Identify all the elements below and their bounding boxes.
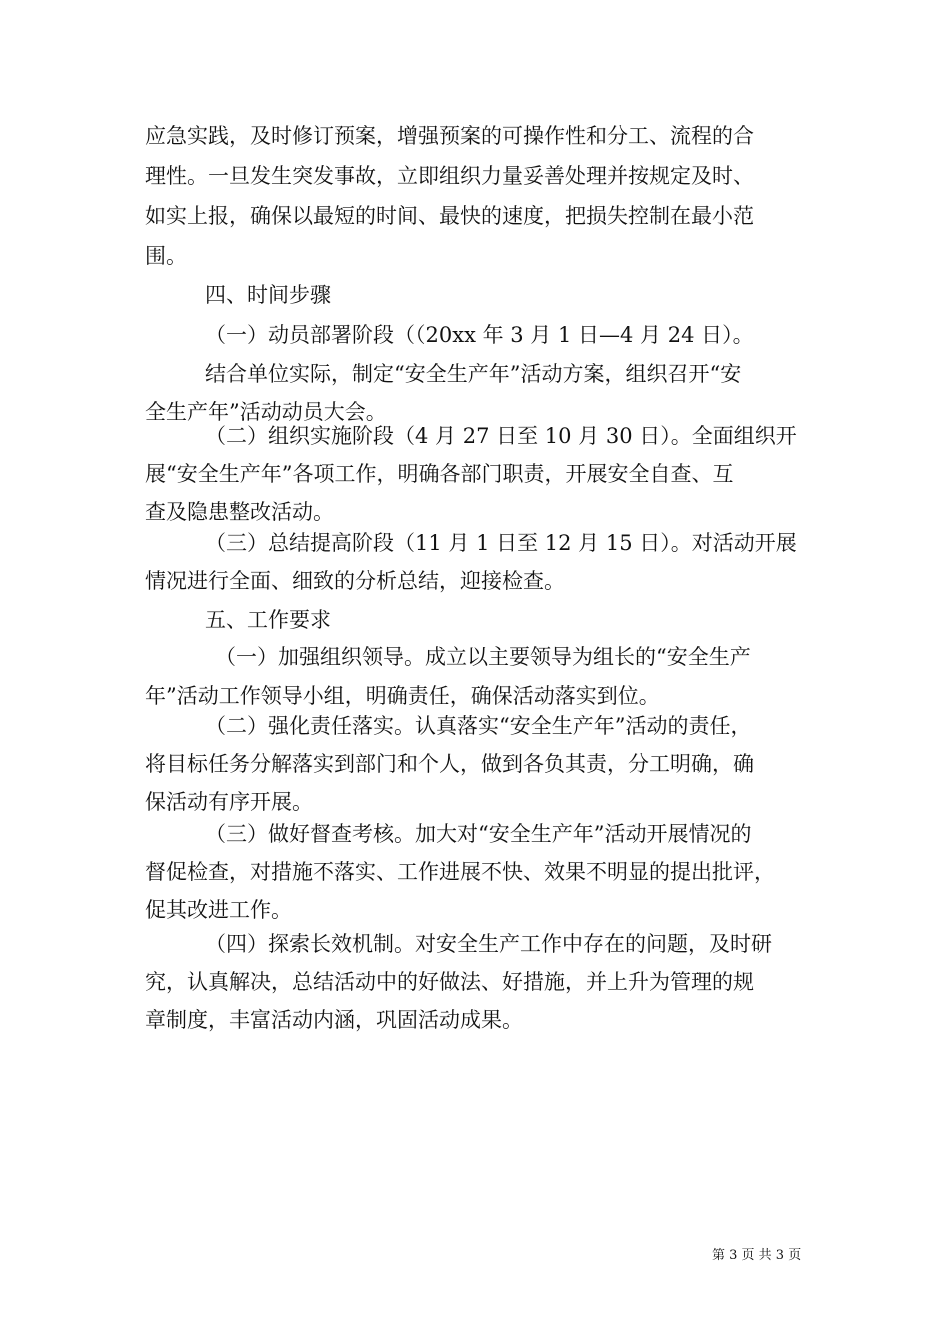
text-line: 保活动有序开展。: [145, 790, 313, 814]
text-line: 展“安全生产年”各项工作，明确各部门职责，开展安全自查、互: [145, 462, 734, 486]
text-line: 年”活动工作领导小组，明确责任，确保活动落实到位。: [145, 684, 660, 708]
text-line: 情况进行全面、细致的分析总结，迎接检查。: [145, 569, 565, 593]
text-line: 全生产年”活动动员大会。: [145, 400, 387, 424]
text-line: 结合单位实际，制定“安全生产年”活动方案，组织召开“安: [205, 362, 742, 386]
page-number: 第 3 页 共 3 页: [712, 1248, 802, 1263]
text-line: （一）加强组织领导。成立以主要领导为组长的“安全生产: [215, 645, 751, 669]
text-line: 促其改进工作。: [145, 898, 292, 922]
section-heading: 五、工作要求: [205, 608, 331, 632]
text-line: （三）总结提高阶段（11 月 1 日至 12 月 15 日）。对活动开展: [205, 531, 797, 555]
text-line: 围。: [145, 244, 187, 268]
text-line: 将目标任务分解落实到部门和个人，做到各负其责，分工明确，确: [145, 752, 754, 776]
text-line: 如实上报，确保以最短的时间、最快的速度，把损失控制在最小范: [145, 204, 754, 228]
text-line: 督促检查，对措施不落实、工作进展不快、效果不明显的提出批评，: [145, 860, 775, 884]
text-line: （三）做好督查考核。加大对“安全生产年”活动开展情况的: [205, 822, 752, 846]
section-heading: 四、时间步骤: [205, 283, 331, 307]
text-line: 章制度，丰富活动内涵，巩固活动成果。: [145, 1008, 523, 1032]
text-line: （二）组织实施阶段（4 月 27 日至 10 月 30 日）。全面组织开: [205, 424, 797, 448]
text-line: 应急实践，及时修订预案，增强预案的可操作性和分工、流程的合: [145, 124, 754, 148]
text-line: （一）动员部署阶段（（20xx 年 3 月 1 日—4 月 24 日）。: [205, 323, 754, 347]
text-line: （二）强化责任落实。认真落实“安全生产年”活动的责任，: [205, 714, 752, 738]
text-line: 查及隐患整改活动。: [145, 500, 334, 524]
text-line: （四）探索长效机制。对安全生产工作中存在的问题，及时研: [205, 932, 772, 956]
text-line: 理性。一旦发生突发事故，立即组织力量妥善处理并按规定及时、: [145, 164, 754, 188]
text-line: 究，认真解决，总结活动中的好做法、好措施，并上升为管理的规: [145, 970, 754, 994]
